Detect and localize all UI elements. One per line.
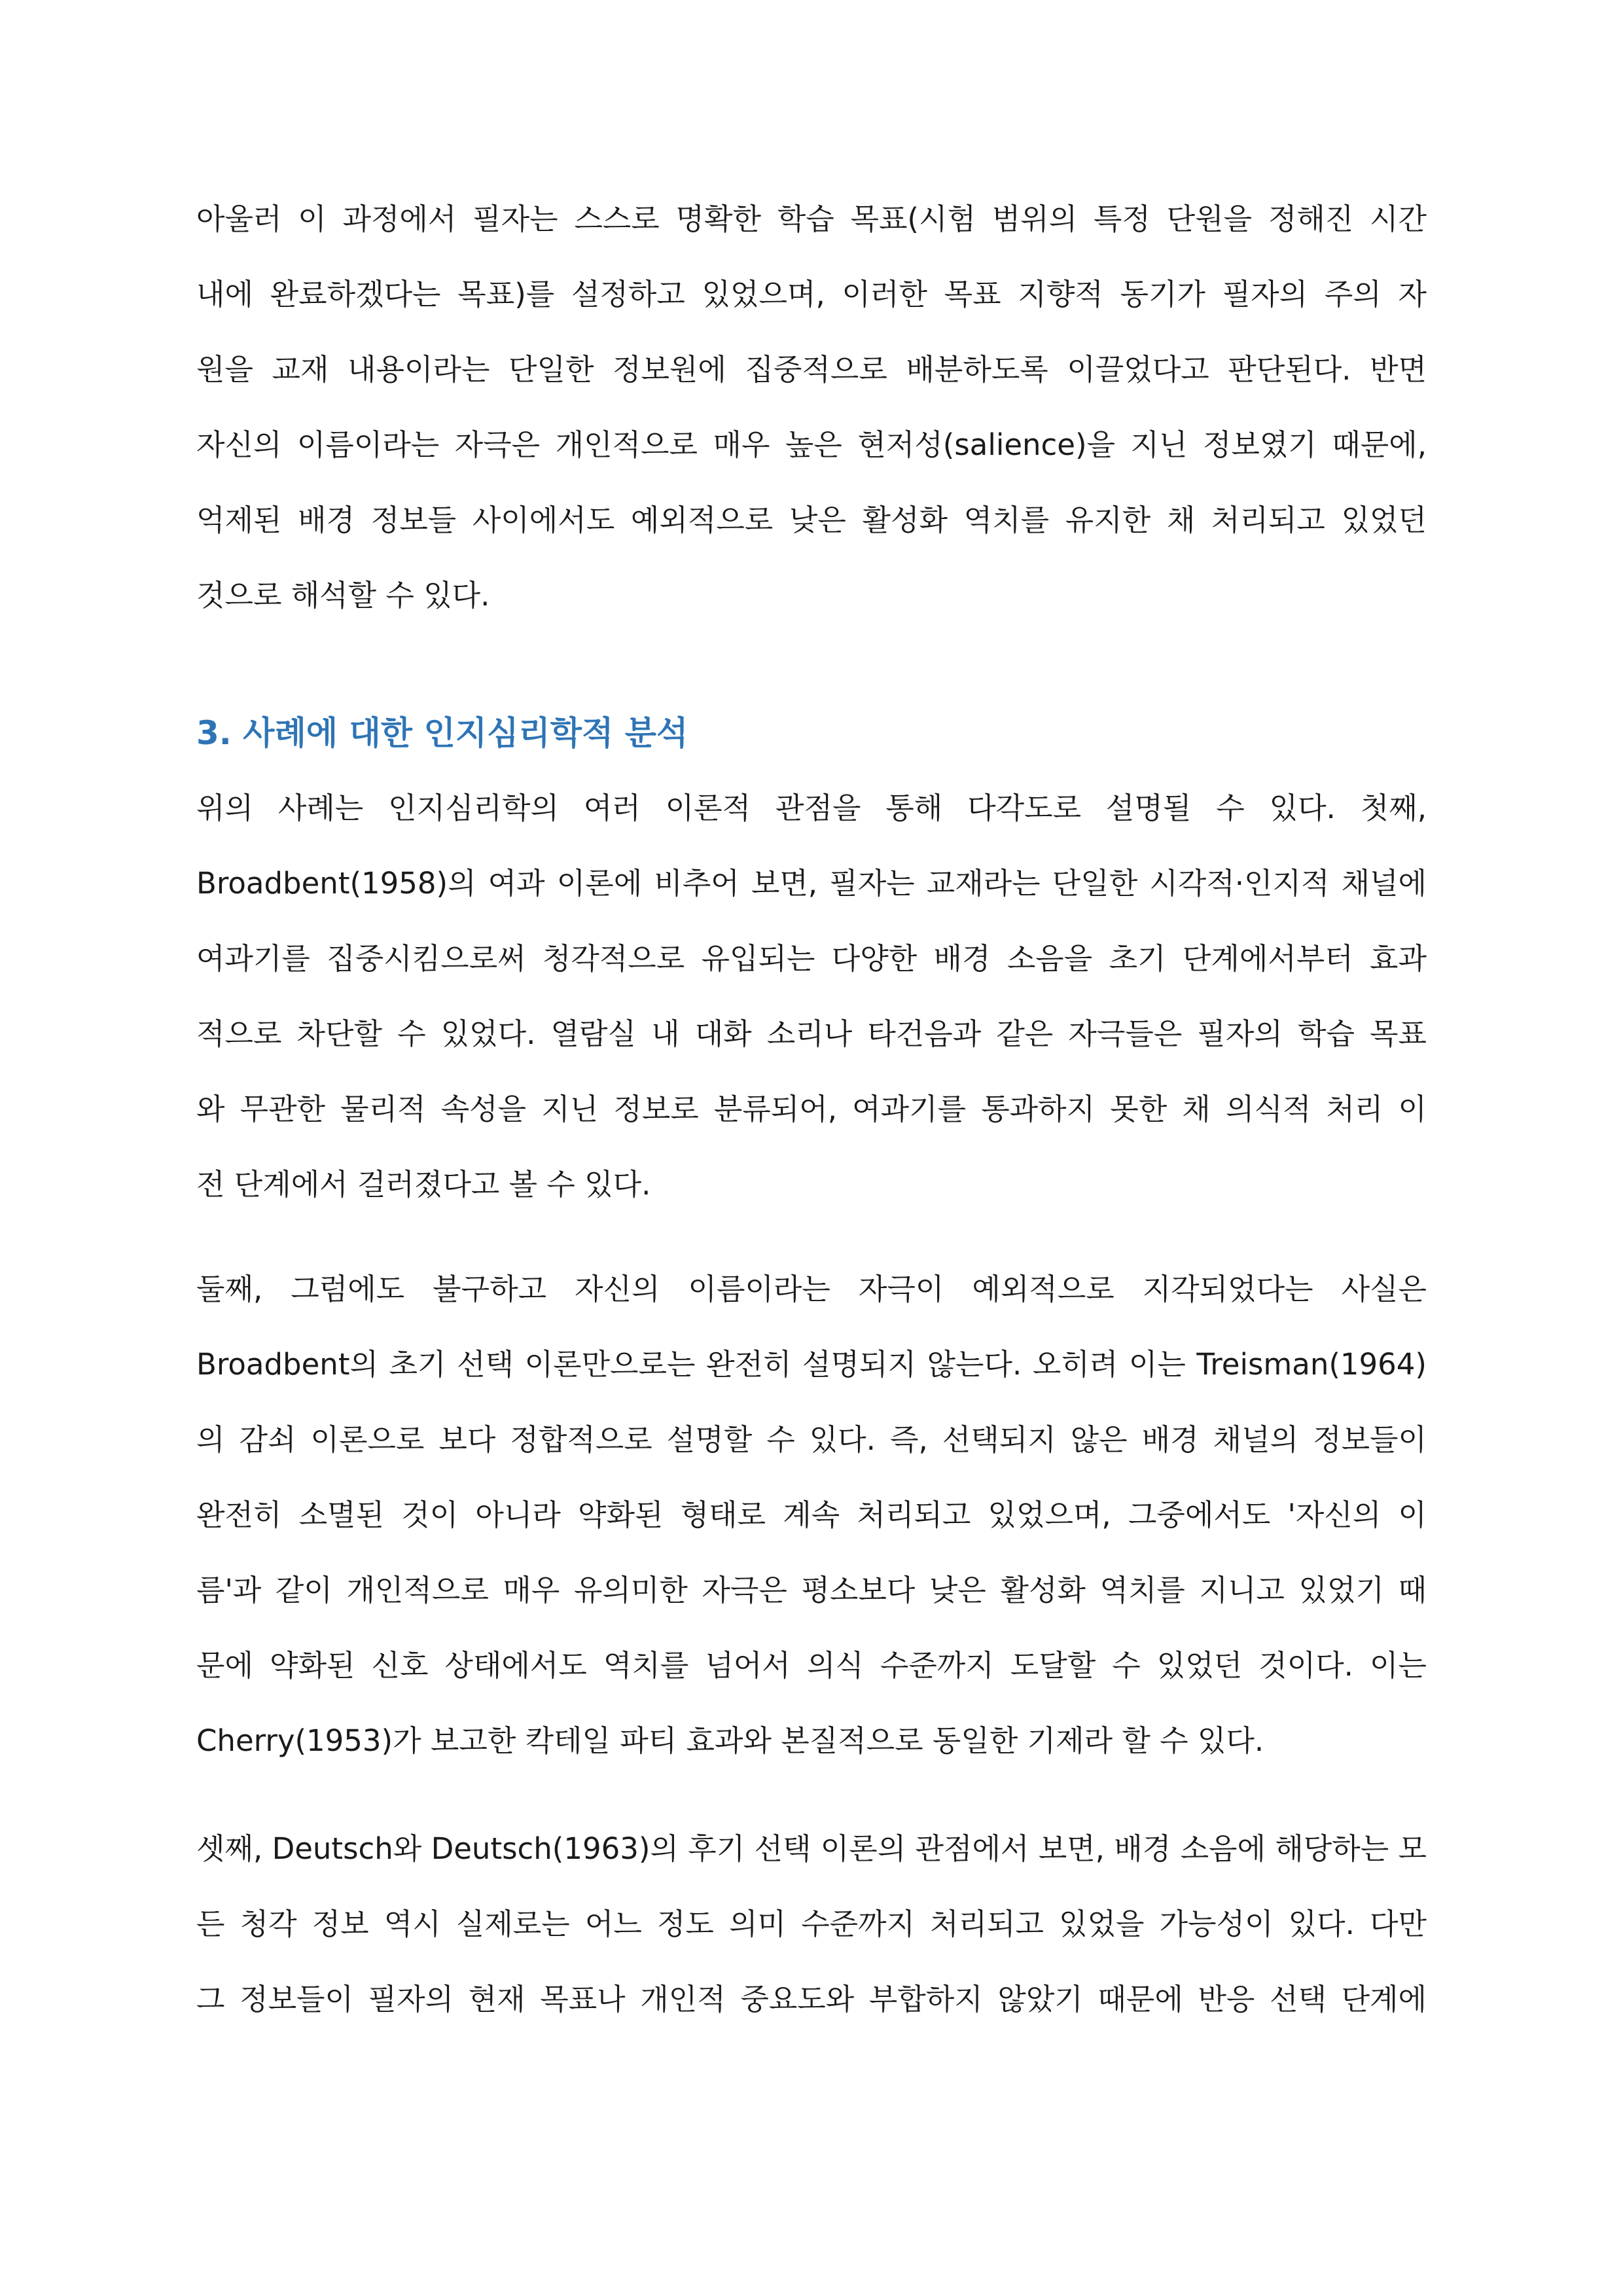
section-heading: 3. 사례에 대한 인지심리학적 분석 (196, 714, 688, 752)
paragraph-2-line-4: 적으로 차단할 수 있었다. 열람실 내 대화 소리나 타건음과 같은 자극들은 필자의 학습 목표 (196, 1016, 1427, 1051)
paragraph-1-line-1: 아울러 이 과정에서 필자는 스스로 명확한 학습 목표(시험 범위의 특정 단원을 정해진 시간 (196, 202, 1427, 236)
paragraph-4-line-1: 셋째, Deutsch와 Deutsch(1963)의 후기 선택 이론의 관점에서 보면, 배경 소음에 해당하는 모 (196, 1831, 1427, 1866)
paragraph-3-line-5: 름'과 같이 개인적으로 매우 유의미한 자극은 평소보다 낮은 활성화 역치를 지니고 있었기 때 (196, 1573, 1427, 1607)
paragraph-4-line-3: 그 정보들이 필자의 현재 목표나 개인적 중요도와 부합하지 않았기 때문에 반응 선택 단계에 (196, 1982, 1427, 2017)
paragraph-3-line-2: Broadbent의 초기 선택 이론만으로는 완전히 설명되지 않는다. 오히려 이는 Treisman(1964) (196, 1347, 1427, 1382)
paragraph-1-line-2: 내에 완료하겠다는 목표)를 설정하고 있었으며, 이러한 목표 지향적 동기가 필자의 주의 자 (196, 277, 1427, 312)
paragraph-2-line-1: 위의 사례는 인지심리학의 여러 이론적 관점을 통해 다각도로 설명될 수 있다. 첫째, (196, 791, 1427, 825)
paragraph-2-line-3: 여과기를 집중시킴으로써 청각적으로 유입되는 다양한 배경 소음을 초기 단계에서부터 효과 (196, 941, 1427, 976)
paragraph-1-line-4: 자신의 이름이라는 자극은 개인적으로 매우 높은 현저성(salience)을 지닌 정보였기 때문에, (196, 427, 1427, 462)
paragraph-3-line-1: 둘째, 그럼에도 불구하고 자신의 이름이라는 자극이 예외적으로 지각되었다는 사실은 (196, 1272, 1427, 1306)
paragraph-3-line-6: 문에 약화된 신호 상태에서도 역치를 넘어서 의식 수준까지 도달할 수 있었던 것이다. 이는 (196, 1648, 1427, 1683)
paragraph-3-line-7: Cherry(1953)가 보고한 칵테일 파티 효과와 본질적으로 동일한 기제라 할 수 있다. (196, 1723, 1264, 1758)
paragraph-2-line-6: 전 단계에서 걸러졌다고 볼 수 있다. (196, 1167, 651, 1202)
paragraph-1-line-5: 억제된 배경 정보들 사이에서도 예외적으로 낮은 활성화 역치를 유지한 채 처리되고 있었던 (196, 503, 1427, 537)
paragraph-3-line-4: 완전히 소멸된 것이 아니라 약화된 형태로 계속 처리되고 있었으며, 그중에서도 '자신의 이 (196, 1498, 1427, 1532)
paragraph-1-line-3: 원을 교재 내용이라는 단일한 정보원에 집중적으로 배분하도록 이끌었다고 판단된다. 반면 (196, 352, 1427, 387)
paragraph-2-line-2: Broadbent(1958)의 여과 이론에 비추어 보면, 필자는 교재라는 단일한 시각적·인지적 채널에 (196, 866, 1427, 901)
paragraph-1-line-6: 것으로 해석할 수 있다. (196, 578, 490, 613)
paragraph-2-line-5: 와 무관한 물리적 속성을 지닌 정보로 분류되어, 여과기를 통과하지 못한 채 의식적 처리 이 (196, 1092, 1427, 1126)
paragraph-3-line-3: 의 감쇠 이론으로 보다 정합적으로 설명할 수 있다. 즉, 선택되지 않은 배경 채널의 정보들이 (196, 1422, 1427, 1457)
paragraph-4-line-2: 든 청각 정보 역시 실제로는 어느 정도 의미 수준까지 처리되고 있었을 가능성이 있다. 다만 (196, 1907, 1427, 1941)
